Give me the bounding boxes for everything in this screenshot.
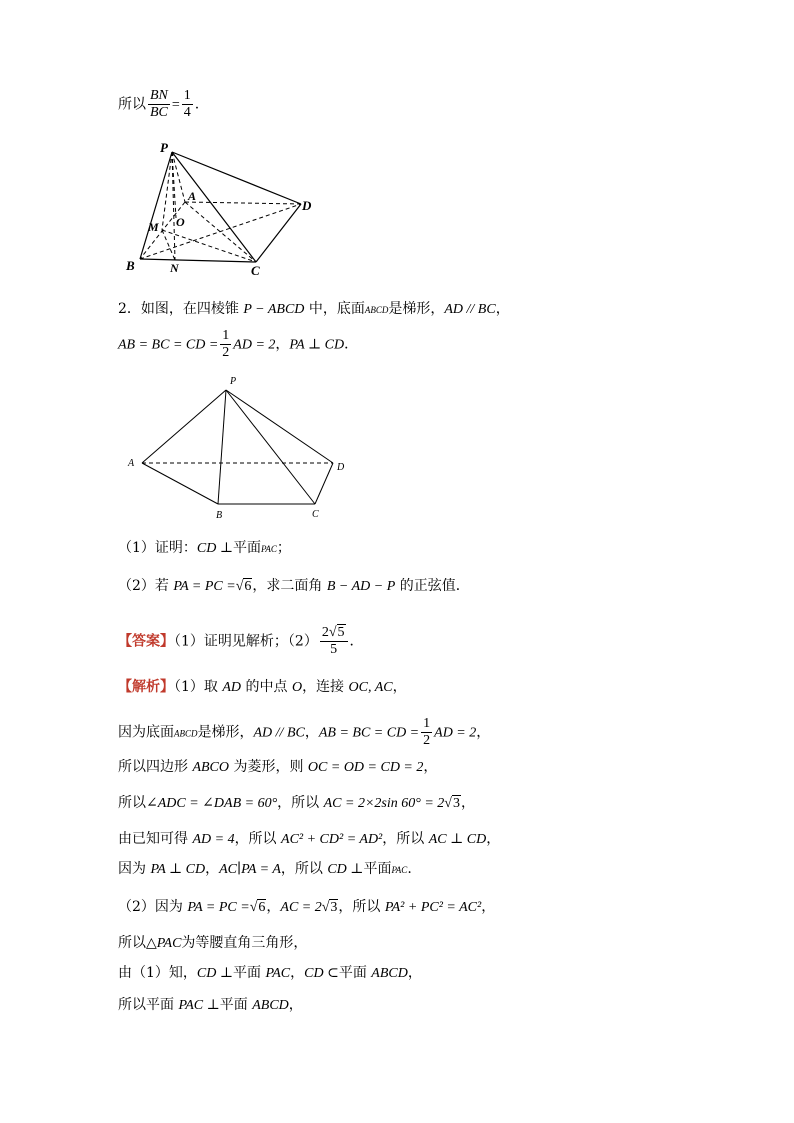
text-sol4-a: 所以 [118,795,146,811]
text-l1-prefix: 所以 [118,96,146,113]
text-sol5-b: AD = 4 [192,832,235,847]
text-sol5-d: AC² + CD² = AD² [281,832,383,847]
text-sol7-i: ， [481,899,496,915]
text-l1-end: . [194,96,200,113]
answer-tag: 【答案】 [118,633,174,650]
text-sub2-e: B − AD − P [326,579,396,594]
text-sol2-f: AB = BC = CD = [318,725,420,741]
fraction-half-2 [421,716,432,749]
text-q2-dot: ． [344,336,359,353]
fig1-label-c: C [251,263,260,278]
text-q2-eq-a: AB = BC = CD = [118,337,219,353]
text-sol10-d: ABCD [252,998,289,1013]
result-ratio-line [118,88,199,121]
text-sol2-b: ABCD [174,728,198,739]
text-sol1-f: OC, AC [348,680,393,695]
text-sol7-d: ， [266,899,281,915]
text-sub2-b: PA = PC = [173,579,236,594]
edge-pa [172,152,185,202]
text-q2-half-num: 1 [222,328,230,343]
text-sol1-b: AD [222,680,242,695]
edge-bd [140,204,301,259]
text-sol6-b: PA ⊥ CD [150,862,206,877]
text-sol2-d: AD // BC [253,725,305,741]
fig2-label-c: C [312,509,319,520]
text-q2-perp: PA ⊥ CD [289,337,345,353]
text-sub2-a: （2）若 [118,578,174,594]
fig2-label-d: D [337,462,345,473]
text-l1-frac-num: BN [150,88,168,103]
text-sol10-e: ， [288,997,303,1013]
text-sub1-e: ； [276,540,291,556]
edge-pb [218,390,226,504]
text-sol6-c: ， [205,861,220,877]
text-ans-end: ． [349,633,364,650]
fig2-label-b: B [216,510,223,521]
text-sol2-j: ， [476,724,491,741]
text-sol2-h: 2 [423,733,431,748]
edge-pb [140,152,172,259]
text-sol10-b: PAC ⊥ [178,998,220,1013]
text-sol9-g: 平面 [338,965,372,981]
edge-pc [226,390,315,504]
text-sol7-h: PA² + PC² = AC² [384,900,482,915]
edge-mn [162,230,175,260]
text-sol5-c: ，所以 [234,831,282,847]
text-sol1-c: 的中点 [241,679,292,695]
text-sol2-g: 1 [423,716,431,731]
text-sol1-a: （1）取 [174,679,223,695]
text-sol5-e: ，所以 [382,831,429,847]
text-sol3-d: OC = OD = CD = 2 [307,760,424,775]
text-sol5-g: ， [486,831,501,847]
text-sol9-h: ABCD [371,966,408,981]
text-l1-frac-den: BC [150,105,168,120]
edge-pa [142,390,226,463]
solution-tag: 【解析】 [118,679,174,695]
edge-pn [172,152,175,260]
text-l1-val-num: 1 [183,88,191,103]
text-sol4-f: ， [460,795,475,811]
solution-line-6 [118,859,412,880]
fraction-bn-bc [148,88,170,121]
text-sol9-b: CD ⊥ [196,966,234,981]
fig2-label-a: A [128,458,135,469]
text-sol3-c: 为菱形，则 [229,759,308,775]
text-sol7-c: 6 [258,900,266,915]
solution-line-4 [118,793,475,814]
text-sol6-a: 因为 [118,861,151,877]
text-q2-base: ABCD [364,305,389,315]
edge-cd [256,204,301,262]
text-sol9-c: 平面 [233,965,266,981]
text-l1-eq: = [171,97,180,113]
fig1-label-m: M [148,220,159,234]
text-sol6-f: CD ⊥ [327,862,364,877]
text-sol6-g: 平面 [363,861,392,877]
fig1-label-a: A [188,189,197,203]
solution-line-1 [118,677,407,698]
text-sol1-g: ， [392,679,407,695]
math-symbol: √ [249,900,258,915]
text-sub2-d: ，求二面角 [252,578,327,594]
solution-line-3 [118,757,437,778]
answer-line [118,625,364,658]
text-sol4-d: AC = 2×2sin 60° = 2 [323,796,445,811]
text-sol8-b: △PAC [146,936,182,951]
fraction-one-quarter [182,88,193,121]
pyramid-figure-2 [118,372,358,524]
text-ans-num-b: 5 [337,625,345,640]
text-sol8-c: 为等腰直角三角形， [181,935,308,951]
text-sub2-f: 的正弦值． [395,578,470,594]
edge-pm [162,152,172,230]
text-sol2-a: 因为底面 [118,724,174,741]
sub-question-2 [118,576,470,597]
fig2-label-p: P [230,376,237,387]
solution-line-5 [118,829,500,850]
text-sol4-e: 3 [452,796,460,811]
text-sol9-i: ， [407,965,422,981]
text-sol6-i: . [407,861,412,877]
text-sol10-a: 所以平面 [118,997,179,1013]
text-q2-end: ， [495,301,510,317]
edge-ab [142,463,218,504]
text-sol6-e: ，所以 [280,861,328,877]
fig1-label-o: O [176,215,185,229]
text-q2-mid2: 是梯形， [388,301,445,317]
pyramid-figure-1 [118,138,328,278]
edge-cd [315,463,333,504]
text-sub1-d: PAC [261,544,277,554]
text-sub1-c: 平面 [233,540,262,556]
text-sol3-b: ABCO [192,760,230,775]
text-sol9-d: PAC [265,966,291,981]
text-sol4-c: ，所以 [277,795,324,811]
text-q2-mid: 中，底面 [304,301,365,317]
text-q2-par: AD // BC [444,302,496,317]
text-sub1-a: （1）证明： [118,540,197,556]
math-symbol: √ [444,796,452,811]
fraction-half [220,328,231,361]
solution-line-8 [118,933,307,954]
edge-pd [226,390,333,463]
text-sol5-a: 由已知可得 [118,831,193,847]
text-q2-half-den: 2 [222,345,230,360]
edge-mc [162,230,256,262]
question-2-line-1 [118,299,510,320]
text-sol3-e: ， [423,759,438,775]
text-sol2-c: 是梯形， [197,724,254,741]
text-sol2-i: AD = 2 [434,725,477,741]
text-q2-eq-b: AD = 2 [233,337,276,353]
text-q2-pyr: P − ABCD [243,302,305,317]
fig1-label-b: B [126,258,135,273]
text-ans-den: 5 [330,642,338,657]
text-sol7-e: AC = 2 [280,900,322,915]
text-sol8-a: 所以 [118,935,146,951]
text-ans-num-a: 2 [321,625,329,640]
sub-question-1 [118,538,291,559]
math-symbol: √ [235,579,244,594]
text-sol6-d: AC∣PA = A [219,862,281,877]
edge-bc [140,259,256,262]
text-sol4-b: ∠ADC = ∠DAB = 60° [146,796,278,811]
text-sol2-e: ， [304,724,319,741]
text-sol7-b: PA = PC = [187,900,250,915]
text-sol3-a: 所以四边形 [118,759,193,775]
solution-line-7 [118,897,495,918]
text-sol9-f: CD ⊂ [304,966,339,981]
text-sol7-g: ，所以 [338,899,385,915]
edge-ad [185,202,301,204]
text-sub1-b: CD ⊥ [196,541,234,556]
math-symbol: 2√5 [320,625,348,642]
math-symbol: √ [321,900,330,915]
text-sub2-c: 6 [244,579,252,594]
text-q2-sep: ， [275,336,290,353]
text-l1-val-den: 4 [183,105,191,120]
text-sol10-c: 平面 [219,997,253,1013]
solution-line-9 [118,963,422,984]
solution-line-2 [118,716,490,749]
text-sol1-d: O [291,680,303,695]
text-sol9-e: ， [290,965,305,981]
text-sol7-a: （2）因为 [118,899,188,915]
solution-line-10 [118,995,303,1016]
fig1-label-d: D [302,198,312,213]
text-sol1-e: ，连接 [302,679,349,695]
text-ans-a: （1）证明见解析；（2） [174,633,318,650]
fraction-answer [320,625,348,658]
text-q2-intro: 2．如图，在四棱锥 [118,301,244,317]
text-sol7-f: 3 [330,900,338,915]
text-sol5-f: AC ⊥ CD [428,832,487,847]
question-2-line-2 [118,328,358,361]
fig1-label-p: P [160,140,168,155]
text-sol6-h: PAC [391,865,408,875]
text-sol9-a: 由（1）知， [118,965,197,981]
fig1-label-n: N [170,261,179,275]
